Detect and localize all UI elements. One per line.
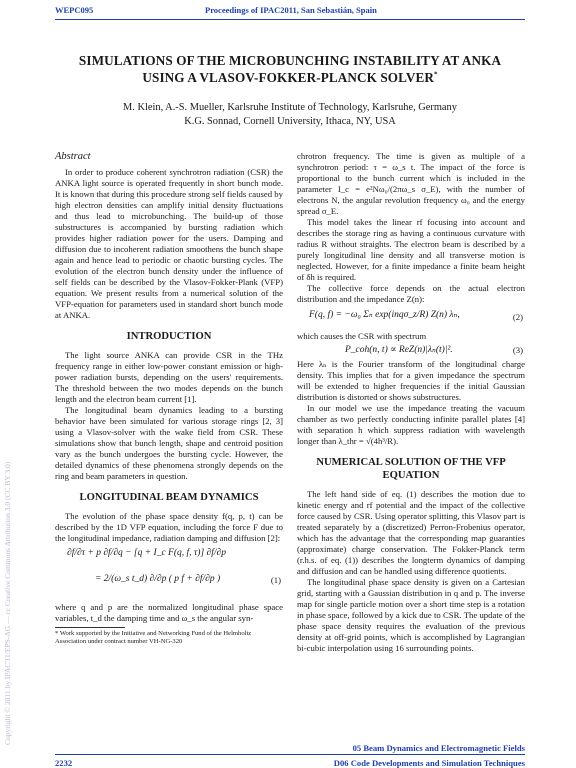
equation-1 [55,544,283,602]
title-footnote-mark: * [434,70,438,79]
csr-paragraph: which causes the CSR with spectrum [297,331,427,341]
footer-section: 05 Beam Dynamics and Electromagnetic Fields [352,743,525,753]
equation-3 [297,342,525,359]
equation-2 [297,305,525,331]
header-rule [55,19,525,20]
force-paragraph: The collective force depends on the actual electron distribution and the impedance Z(n): [297,283,525,304]
equation-3-number: (3) [512,345,523,355]
equation-3-body: P_coh(n, t) ∝ ReZ(n)|λₙ(t)|². [345,345,453,355]
page-number: 2232 [55,758,73,768]
numerical-paragraph-2: The longitudinal phase space density is given on a Cartesian grid, starting with a Gaussian distribution in q and p. The inverse map for single particle motion over a short time step is a rotation in phase space, followed by a kick due to CSR. The update of the phase space density requires the evaluation of the previous density at off-grid points, which is accomplished by Lagrangian bi-cubic interpolation using 16 surrounding points. [297,577,525,653]
right-column [297,151,525,654]
numerical-heading-line-2: EQUATION [382,470,440,481]
equation-2-number: (2) [512,312,523,322]
numerical-paragraph-1: The left hand side of eq. (1) describes the motion due to kinetic energy and rf potential and the impact of the collective force caused by CSR. Using operator splitting, this Vlasov part is treated separately by a (discretized) Perron-Frobenius operator, which has the advantage that the corresponding map guaranties (approximate) charge conservation. The Fokker-Planck term (r.h.s. of eq. (1)) describes the longterm dynamics of damping and diffusion and can be handled using difference quotients. [297,489,525,576]
footnote: * Work supported by the Initiative and Networking Fund of the Helmholtz Association under contract number VH-NG-320 [55,630,252,645]
footer-subsection: D06 Code Developments and Simulation Techniques [333,758,525,768]
authors-line-2: K.G. Sonnad, Cornell University, Ithaca, NY, USA [184,116,396,127]
vacuum-paragraph: In our model we use the impedance treating the vacuum chamber as two perfectly conducting infinite parallel plates [4] with separation h which suppress radiation with wavelength longer than λ_thr = √(4h³/R). [297,403,525,446]
longitudinal-paragraph-2: where q and p are the normalized longitudinal phase space variables, t_d the damping time and ω_s the angular syn- [55,602,283,623]
equation-2-body: F(q, f) = −ω₀ Σₙ exp(inqσ_z/R) Z(n) λₙ, [309,310,460,320]
footnote-rule [55,627,125,628]
title-line-2-text: USING A VLASOV-FOKKER-PLANCK SOLVER [142,70,434,85]
equation-1-line-2: = 2/(ω_s t_d) ∂/∂p ( p f + ∂f/∂p ) [95,574,221,584]
introduction-heading: INTRODUCTION [126,331,212,342]
intro-paragraph-1: The light source ANKA can provide CSR in the THz frequency range in either low-power constant emission or high-power radiation bursts, depending on the users' requirements. The threshold between the two modes depends on the bunch length and the electron beam current [1]. [55,350,283,404]
paper-title [40,52,540,86]
equation-1-number: (1) [270,575,281,585]
copyright-margin-note: Copyright © 2011 by IPAC'11/EPS-AG — cc Creative Commons Attribution 3.0 (CC BY 3.0) [3,461,12,745]
numerical-heading-line-1: NUMERICAL SOLUTION OF THE VFP [316,457,506,468]
title-line-2 [40,69,540,86]
model-paragraph: This model takes the linear rf focusing into account and describes the storage ring as having a continuous curvature with radius R without straights. The electron beam is described by a purely longitudinal line density and all transverse motion is neglected. However, for a finite impedance a finite beam height of δh is required. [297,217,525,282]
title-line-1: SIMULATIONS OF THE MICROBUNCHING INSTABILITY AT ANKA [78,53,502,68]
authors-line-1: M. Klein, A.-S. Mueller, Karlsruhe Institute of Technology, Karlsruhe, Germany [123,102,457,113]
abstract-text: In order to produce coherent synchrotron radiation (CSR) the ANKA light source is operated frequently in short bunch mode. It is known that during this procedure strong self fields caused by high electron densities can amplify initial density fluctuations and thus lead to microbunching. The build-up of those substructures is accompanied by bursting radiation which provides higher radiation power for the users. Damping and diffusion due to incoherent radiation smoothens the bunch shape again and hence lead to periodic or chaotic bursting cycles. The evolution of the electron bunch density under the influence of self fields can be described by the Vlasov-Fokker-Plank (VFP) equation. We present results from a numerical solution of the VFP-equation for parameters used in standard short bunch mode at ANKA. [55,167,283,320]
authors-block [40,101,540,129]
paper-id: WEPC095 [55,5,94,15]
footer-rule [55,754,525,755]
synchrotron-paragraph: chrotron frequency. The time is given as multiple of a synchrotron period: τ = ω_s t. The impact of the force is proportional to the bunch current which is included in the parameter I_c = e²Nω₀/(2πω_s σ_E), with the number of electrons N, the angular revolution frequency ω₀ and the energy spread σ_E. [297,151,525,216]
numerical-heading [297,456,525,482]
equation-1-line-1: ∂f/∂τ + p ∂f/∂q − [q + I_c F(q, f, τ)] ∂f/∂p [67,548,226,558]
abstract-heading: Abstract [55,151,91,162]
proceedings-header: Proceedings of IPAC2011, San Sebastián, Spain [205,5,377,15]
longitudinal-heading: LONGITUDINAL BEAM DYNAMICS [79,492,259,503]
intro-paragraph-2: The longitudinal beam dynamics leading to a bursting behavior have been simulated for various storage rings [2, 3] using a Vlasov-solver with the wake field from CSR. These simulations show that bunch length, shape and centroid position vary as the bunch undergoes the bursting cycle. However, the detailed dynamics of these phenomena strongly depends on the ring and beam parameters in question. [55,405,283,481]
longitudinal-paragraph-1: The evolution of the phase space density f(q, p, t) can be described by the 1D VFP equation, including the force F due to the longitudinal impedance, radiation damping and diffusion [2]: [55,511,283,543]
left-column [55,151,283,646]
lambda-paragraph: Here λₙ is the Fourier transform of the longitudinal charge density. This implies that for a given impedance the spectrum will be extended to higher frequencies if the initial Gaussian distribution is distorted or shows substructures. [297,359,525,402]
